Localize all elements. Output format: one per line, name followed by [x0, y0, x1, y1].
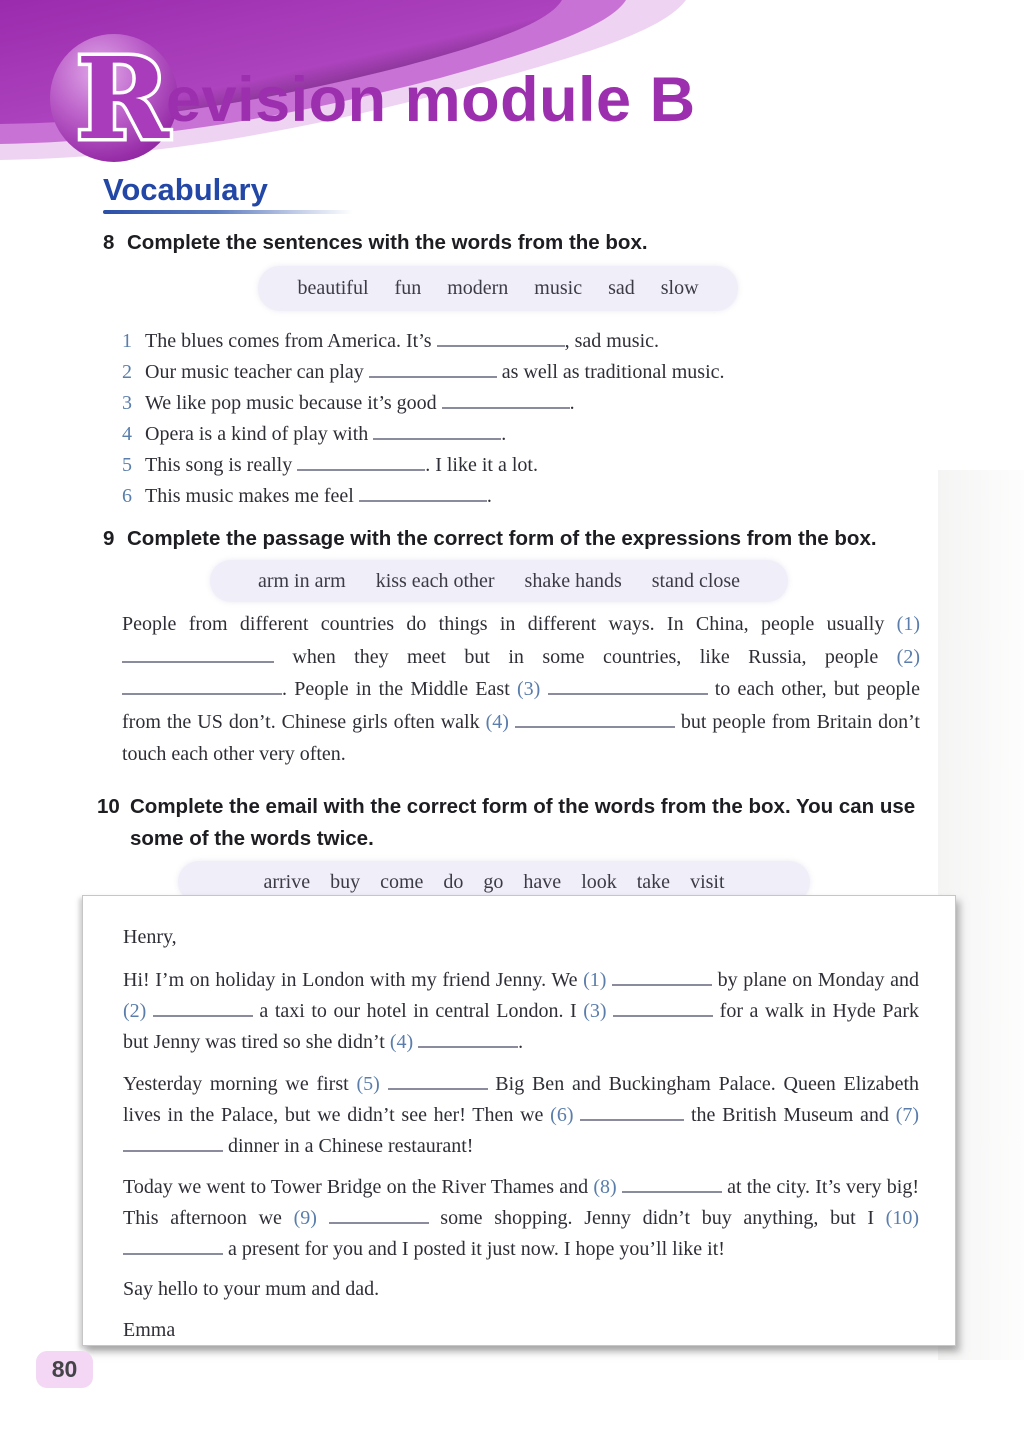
blank-line — [359, 485, 487, 502]
text-segment: as well as traditional music. — [496, 361, 725, 383]
sentence-item — [122, 326, 927, 357]
sentence-text — [145, 326, 927, 357]
text-segment: . — [518, 1031, 524, 1053]
sentence-text — [145, 481, 927, 512]
text-segment: Opera is a kind of play with — [145, 423, 374, 445]
blank-number: (3) — [516, 678, 548, 700]
exercise-10-number: 10 — [97, 795, 120, 818]
text-segment: The blues comes from America. It’s — [145, 330, 437, 352]
email-paragraph — [123, 965, 919, 1058]
text-segment: , sad music. — [564, 330, 660, 352]
text-segment: . — [569, 392, 575, 414]
sentence-number: 4 — [122, 423, 132, 445]
word-box-item: beautiful — [297, 277, 369, 299]
blank-number: (9) — [293, 1207, 329, 1229]
exercise-8-heading — [103, 227, 928, 259]
email-paragraph — [123, 1172, 919, 1265]
section-title-underline — [103, 210, 353, 214]
word-box-item: shake hands — [524, 569, 622, 592]
text-segment: for a walk in Hyde Park but Jenny was tired so she didn’t — [123, 1000, 919, 1053]
page-number-badge: 80 — [36, 1351, 93, 1388]
text-segment: some shopping. Jenny didn’t buy anything, but I — [428, 1207, 886, 1229]
text-segment: We like pop music because it’s good — [145, 392, 442, 414]
text-segment: the British Museum and — [684, 1104, 896, 1126]
sentence-number: 3 — [122, 392, 132, 414]
text-segment: This song is really — [145, 454, 298, 476]
text-segment: Hi! I’m on holiday in London with my friend Jenny. We — [123, 969, 584, 991]
blank-number: (5) — [356, 1073, 388, 1095]
blank-line — [622, 1176, 722, 1193]
exercise-9-instruction: Complete the passage with the correct form of the expressions from the box. — [127, 527, 877, 550]
page-title: evision module B — [166, 65, 696, 135]
word-box-item: arrive — [263, 870, 311, 893]
blank-line — [297, 454, 425, 471]
text-segment: . People in the Middle East — [282, 678, 517, 700]
text-segment: People from different countries do things in different ways. In China, people usually — [122, 613, 897, 635]
word-box-item: go — [483, 870, 504, 893]
sentence-item — [122, 481, 927, 512]
sentence-number: 5 — [122, 454, 132, 476]
blank-line — [580, 1104, 684, 1121]
blank-number: (2) — [896, 645, 920, 668]
text-segment: Big Ben and Buckingham Palace. Queen Elizabeth lives in the Palace, but we didn’t see her! Then we — [123, 1073, 919, 1126]
blank-number: (1) — [896, 613, 920, 635]
blank-line — [437, 330, 565, 347]
word-box-item: slow — [660, 277, 699, 299]
blank-line — [388, 1073, 488, 1090]
exercise-10-heading — [97, 791, 925, 855]
blank-line — [548, 678, 708, 695]
blank-number: (7) — [895, 1104, 920, 1126]
email-paragraph — [123, 1069, 919, 1162]
text-segment: . I like it a lot. — [425, 454, 538, 476]
blank-line — [123, 1238, 223, 1255]
blank-line — [373, 423, 501, 440]
sentence-item — [122, 419, 927, 450]
module-initial-r: R — [76, 34, 170, 165]
blank-number: (3) — [583, 1000, 614, 1022]
blank-line — [153, 1000, 253, 1017]
text-segment: . — [486, 485, 492, 507]
word-box-item: buy — [330, 870, 361, 893]
blank-line — [122, 678, 282, 695]
text-segment: but people from Britain don’t touch each other very often. — [122, 710, 920, 765]
text-segment: when they meet but in some countries, like Russia, people — [274, 645, 897, 668]
blank-number: (6) — [550, 1104, 581, 1126]
ex8-sentence-list — [122, 326, 927, 512]
blank-line — [123, 1135, 223, 1152]
ex9-passage — [122, 608, 920, 771]
blank-number: (10) — [885, 1207, 919, 1229]
word-box-item: take — [636, 870, 671, 893]
text-segment: Today we went to Tower Bridge on the River Thames and — [123, 1176, 594, 1198]
blank-line — [122, 646, 274, 663]
word-box-item: do — [443, 870, 464, 893]
text-segment: at the city. It’s very big! This afternoon we — [123, 1176, 919, 1229]
text-segment: to each other, but people from the US don’t. Chinese girls often walk — [122, 678, 920, 733]
blank-number: (8) — [593, 1176, 622, 1198]
sentence-item — [122, 388, 927, 419]
sentence-text — [145, 357, 927, 388]
text-segment: Yesterday morning we first — [123, 1073, 357, 1095]
word-box-item: stand close — [651, 569, 741, 592]
text-segment: dinner in a Chinese restaurant! — [223, 1135, 474, 1157]
ex9-word-box — [210, 560, 788, 602]
text-segment: a present for you and I posted it just now. I hope you’ll like it! — [223, 1238, 725, 1260]
blank-number: (2) — [123, 1000, 153, 1022]
word-box-item: look — [581, 870, 617, 893]
word-box-item: arm in arm — [257, 569, 346, 592]
exercise-10-instruction: Complete the email with the correct form of the words from the box. You can use some of the words twice. — [130, 795, 916, 850]
text-segment: a taxi to our hotel in central London. I — [252, 1000, 584, 1022]
sentence-number: 1 — [122, 330, 132, 352]
text-segment: This music makes me feel — [145, 485, 359, 507]
word-box-item: visit — [690, 870, 725, 893]
word-box-item: modern — [447, 277, 509, 299]
section-title: Vocabulary — [103, 172, 268, 207]
section-vocabulary — [103, 172, 353, 214]
exercise-8-number: 8 — [103, 231, 115, 254]
sentence-number: 6 — [122, 485, 132, 507]
word-box-item: music — [534, 277, 583, 299]
word-box-item: have — [523, 870, 562, 893]
ex8-word-box — [258, 266, 738, 311]
word-box-item: kiss each other — [375, 569, 495, 592]
blank-line — [329, 1207, 429, 1224]
sentence-text — [145, 388, 927, 419]
email-greeting: Henry, — [123, 926, 177, 948]
word-box-item: come — [380, 870, 424, 893]
word-box-item: sad — [608, 277, 635, 299]
blank-number: (1) — [583, 969, 613, 991]
blank-line — [612, 969, 712, 986]
exercise-8-instruction: Complete the sentences with the words from the box. — [127, 231, 648, 254]
email-signature: Emma — [123, 1319, 176, 1341]
text-segment: Our music teacher can play — [145, 361, 369, 383]
text-segment: by plane on Monday and — [712, 969, 919, 991]
blank-line — [369, 361, 497, 378]
blank-line — [515, 711, 675, 728]
exercise-9-number: 9 — [103, 527, 115, 550]
blank-number: (4) — [485, 710, 515, 733]
blank-number: (4) — [389, 1031, 419, 1053]
blank-line — [442, 392, 570, 409]
sentence-item — [122, 450, 927, 481]
blank-line — [613, 1000, 713, 1017]
word-box-item: fun — [394, 277, 422, 299]
email-card — [82, 895, 956, 1346]
exercise-9-heading — [103, 523, 938, 555]
sentence-text — [145, 450, 927, 481]
sentence-number: 2 — [122, 361, 132, 383]
email-closing: Say hello to your mum and dad. — [123, 1278, 380, 1300]
text-segment: . — [501, 423, 507, 445]
sentence-text — [145, 419, 927, 450]
sentence-item — [122, 357, 927, 388]
blank-line — [418, 1031, 518, 1048]
